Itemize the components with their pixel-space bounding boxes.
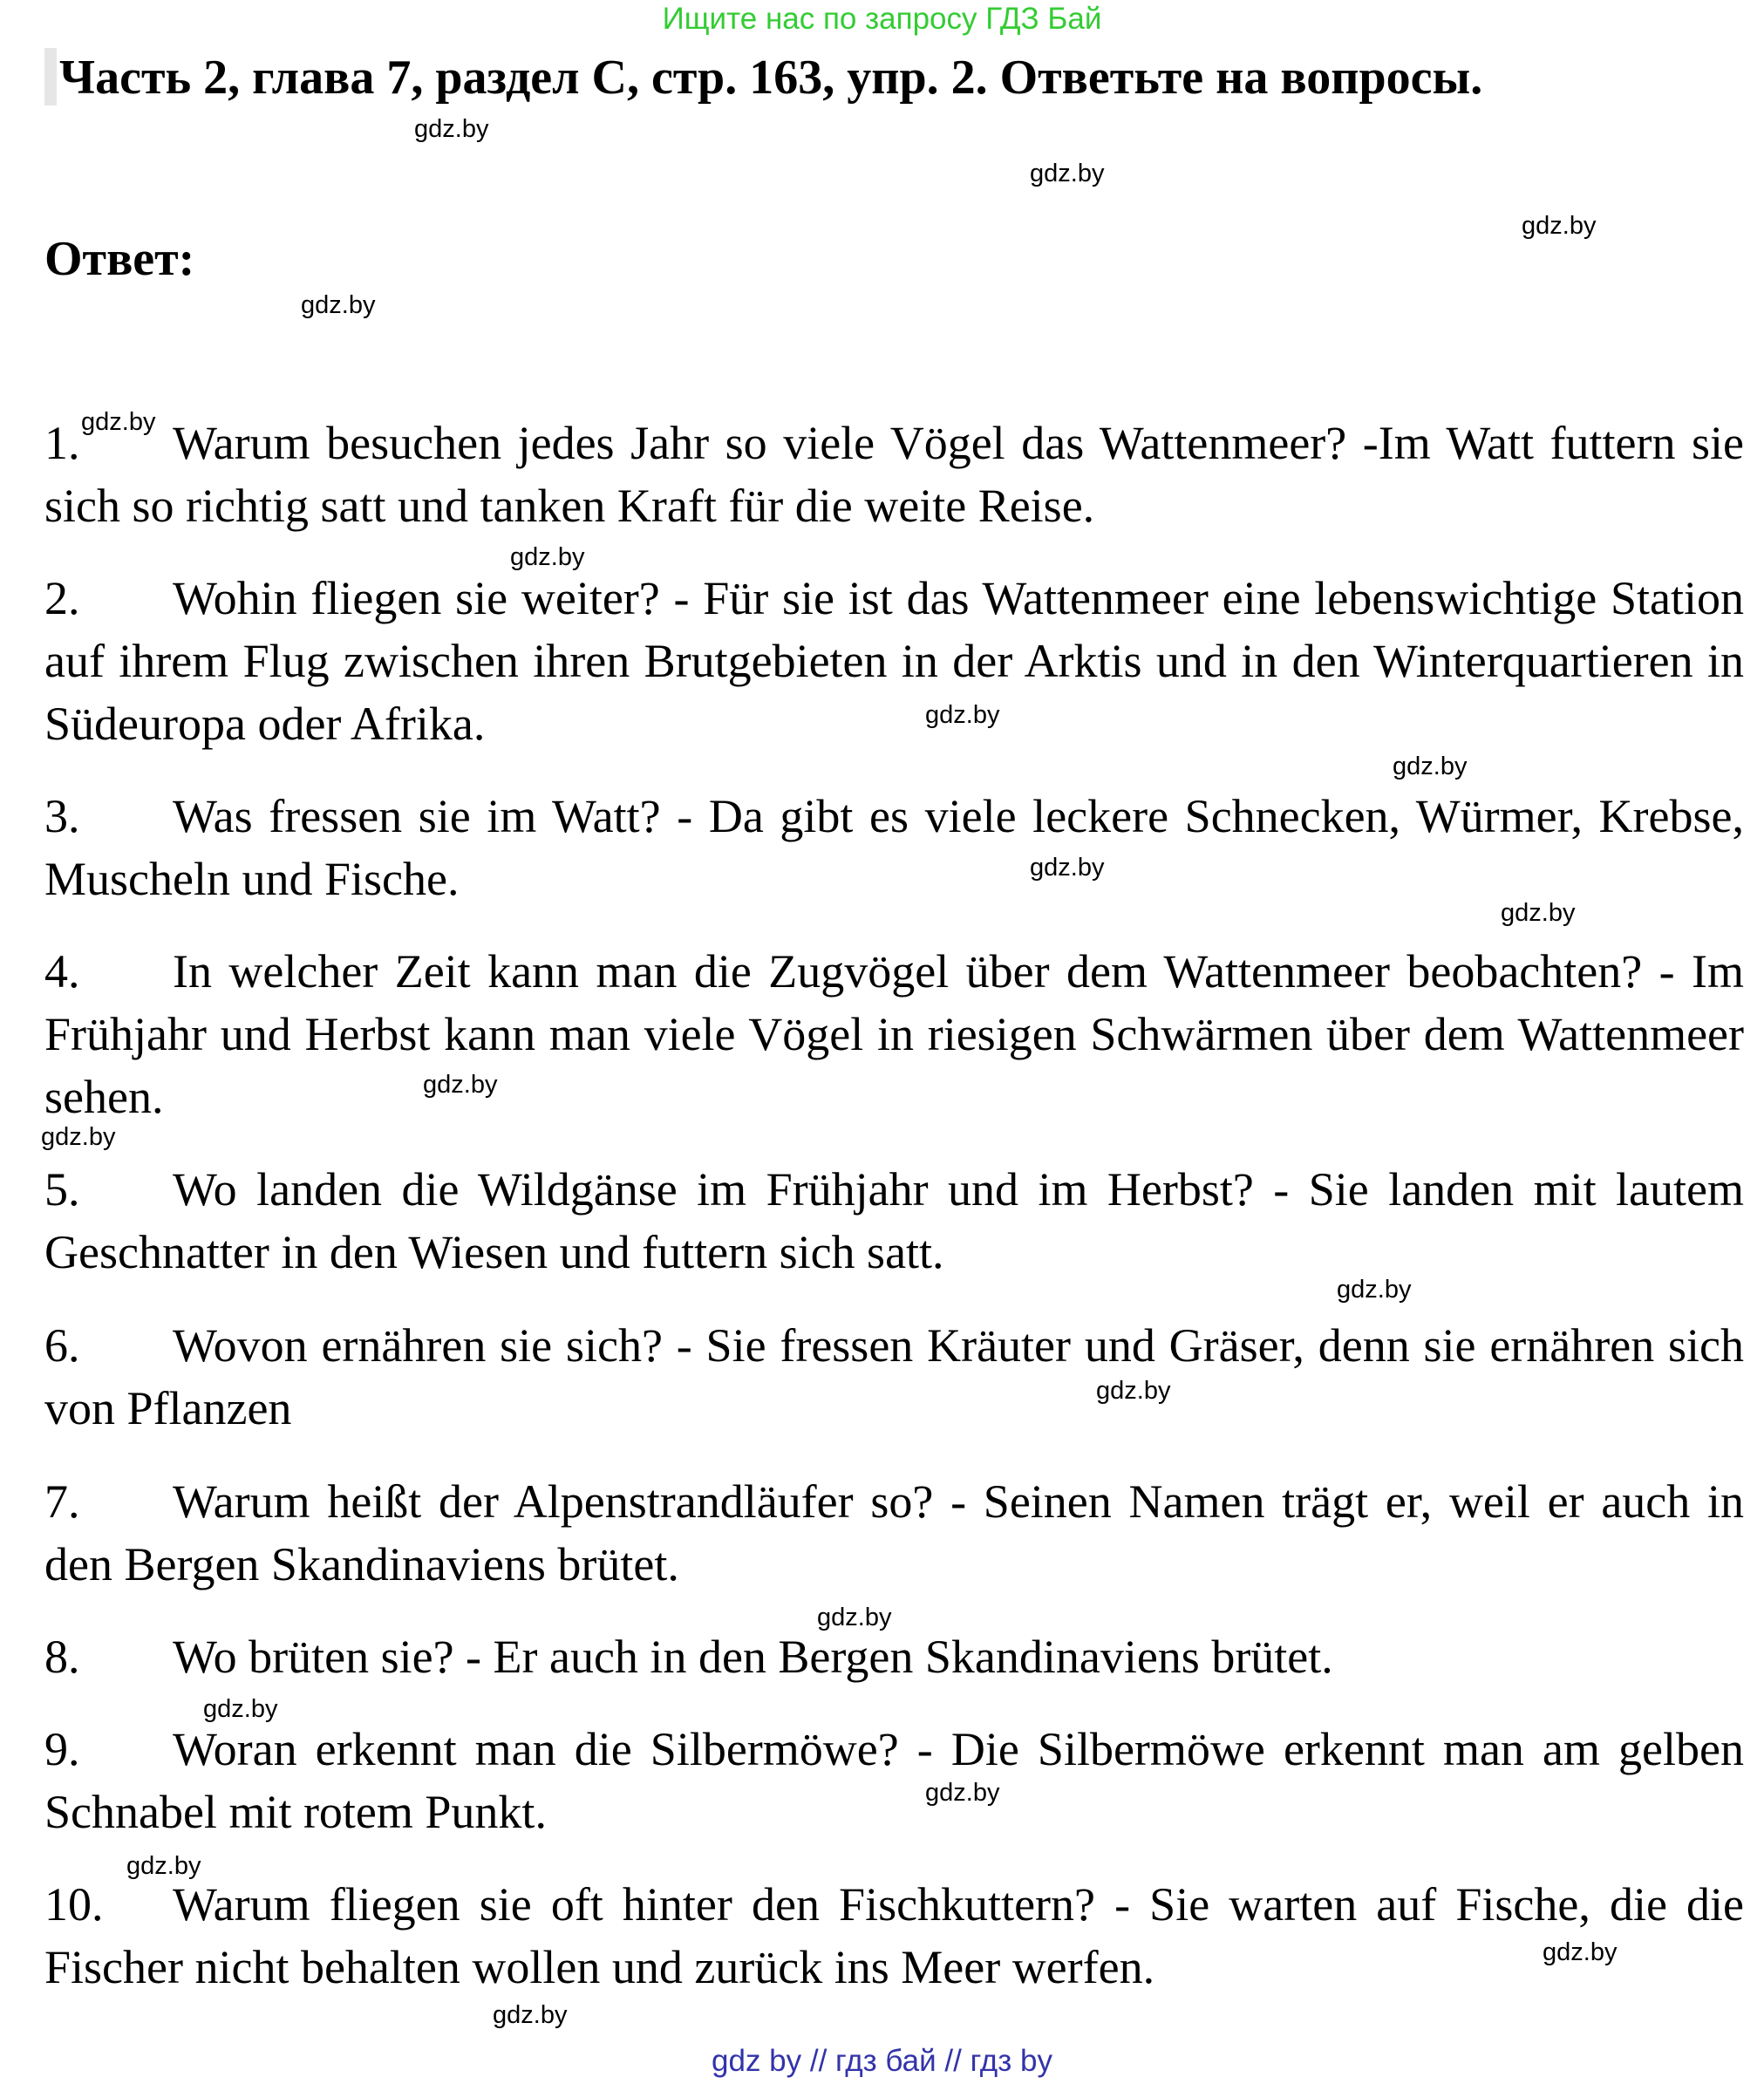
item-number: 1. [44,417,80,469]
watermark: gdz.by [414,115,489,143]
watermark: gdz.by [41,1123,116,1151]
answer-item-1 [44,412,1744,537]
item-number: 8. [44,1631,80,1683]
page-title: Часть 2, глава 7, раздел C, стр. 163, упр. 2. Ответьте на вопросы. [59,51,1483,105]
answer-item-10 [44,1873,1744,1999]
item-number: 5. [44,1163,80,1216]
answer-item-6 [44,1314,1744,1440]
watermark: gdz.by [423,1071,498,1099]
item-number: 7. [44,1475,80,1528]
watermark: gdz.by [1501,899,1576,927]
item-number: 9. [44,1723,80,1775]
watermark: gdz.by [203,1695,278,1723]
item-text: Wo landen die Wildgänse im Frühjahr und im Herbst? - Sie landen mit lautem Geschnatter in den Wiesen und futtern sich satt. [44,1163,1744,1278]
item-number: 2. [44,572,80,624]
answer-item-4 [44,940,1744,1128]
item-text: Warum besuchen jedes Jahr so viele Vögel das Wattenmeer? -Im Watt futtern sie sich so richtig satt und tanken Kraft für die weite Reise. [44,417,1744,532]
watermark: gdz.by [510,543,585,571]
item-text: Woran erkennt man die Silbermöwe? - Die Silbermöwe erkennt man am gelben Schnabel mit rotem Punkt. [44,1723,1744,1838]
watermark: gdz.by [817,1604,892,1631]
item-text: Wo brüten sie? - Er auch in den Bergen Skandinaviens brütet. [173,1631,1333,1683]
watermark: gdz.by [1393,753,1468,780]
item-text: Wovon ernähren sie sich? - Sie fressen Kräuter und Gräser, denn sie ernähren sich von Pflanzen [44,1319,1744,1434]
item-number: 3. [44,790,80,842]
watermark: gdz.by [1543,1938,1618,1966]
item-text: Was fressen sie im Watt? - Da gibt es viele leckere Schnecken, Würmer, Krebse, Muscheln und Fische. [44,790,1744,905]
answer-item-8 [44,1625,1744,1688]
title-marker [44,48,57,106]
footer-watermark: gdz by // гдз бай // гдз by [712,2044,1052,2078]
watermark: gdz.by [493,2001,568,2029]
watermark: gdz.by [301,291,376,319]
item-number: 10. [44,1878,104,1931]
search-banner: Ищите нас по запросу ГДЗ Бай [662,2,1102,36]
watermark: gdz.by [1522,212,1597,240]
answer-label: Ответ: [44,232,195,286]
watermark: gdz.by [126,1852,201,1880]
answer-item-3 [44,785,1744,910]
watermark: gdz.by [1096,1377,1171,1405]
answer-item-9 [44,1718,1744,1843]
item-text: Warum fliegen sie oft hinter den Fischkuttern? - Sie warten auf Fische, die die Fischer nicht behalten wollen und zurück ins Meer werfen. [44,1878,1744,1993]
item-number: 6. [44,1319,80,1372]
watermark: gdz.by [925,701,1000,729]
answer-item-7 [44,1470,1744,1596]
watermark: gdz.by [1030,160,1105,187]
watermark: gdz.by [925,1779,1000,1807]
answer-item-2 [44,567,1744,755]
watermark: gdz.by [1337,1276,1412,1304]
watermark: gdz.by [81,408,156,436]
item-number: 4. [44,945,80,998]
item-text: Wohin fliegen sie weiter? - Für sie ist das Wattenmeer eine lebenswichtige Station auf ihrem Flug zwischen ihren Brutgebieten in der Arktis und in den Winterquartieren in Südeuropa oder Afrika. [44,572,1744,750]
item-text: In welcher Zeit kann man die Zugvögel über dem Wattenmeer beobachten? - Im Frühjahr und Herbst kann man viele Vögel in riesigen Schwärmen über dem Wattenmeer sehen. [44,945,1744,1123]
watermark: gdz.by [1030,854,1105,882]
answer-item-5 [44,1158,1744,1284]
item-text: Warum heißt der Alpenstrandläufer so? - Seinen Namen trägt er, weil er auch in den Bergen Skandinaviens brütet. [44,1475,1744,1590]
